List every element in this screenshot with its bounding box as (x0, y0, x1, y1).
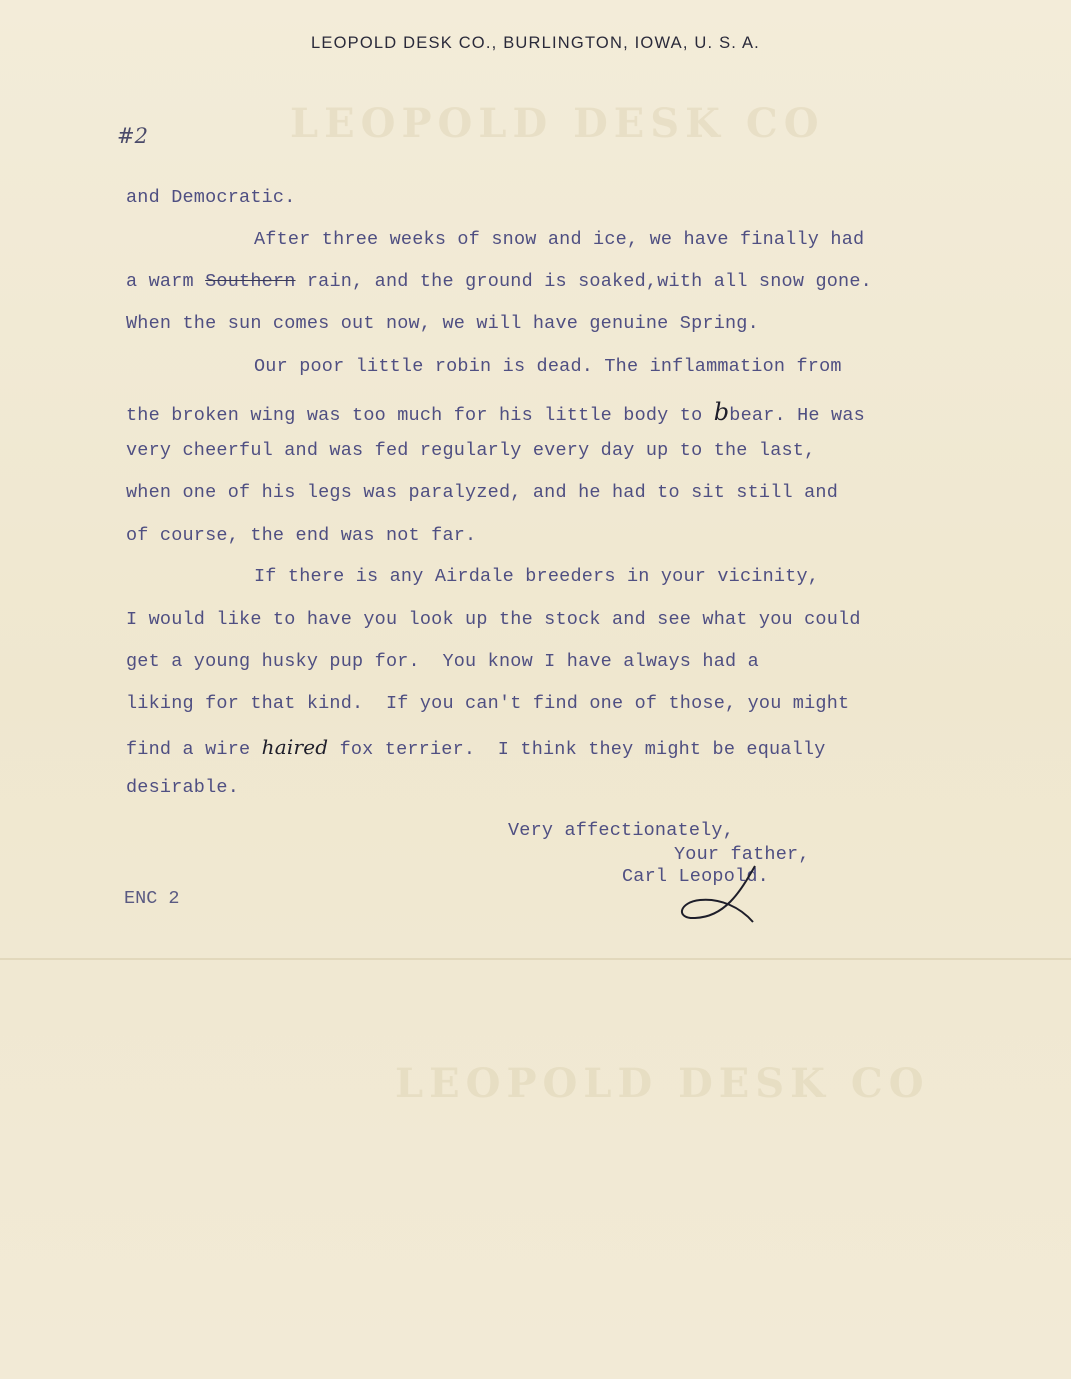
text-line: find a wire haired fox terrier. I think they might be equally (126, 735, 826, 760)
page-number: #2 (117, 124, 148, 148)
text-line: very cheerful and was fed regularly every day up to the last, (126, 440, 816, 461)
text-line: liking for that kind. If you can't find one of those, you might (126, 693, 850, 714)
handwritten-insertion: haired (261, 735, 329, 759)
enclosure-note: ENC 2 (124, 888, 180, 909)
text-line: the broken wing was too much for his little body to bbear. He was (126, 398, 865, 426)
fold-line (0, 958, 1071, 960)
text-line: of course, the end was not far. (126, 525, 477, 546)
closing: Very affectionately, (508, 820, 735, 841)
struck-word: Southern (205, 271, 296, 292)
handwritten-signature-mark (665, 862, 765, 932)
text-line: After three weeks of snow and ice, we have finally had (254, 229, 865, 250)
handwritten-correction: b (713, 398, 730, 426)
text-line: get a young husky pup for. You know I have always had a (126, 651, 759, 672)
text-line: a warm Southern rain, and the ground is soaked,with all snow gone. (126, 271, 872, 292)
signature-name: Carl Leopold. (622, 866, 769, 887)
text-line: If there is any Airdale breeders in your vicinity, (254, 566, 820, 587)
text-line: and Democratic. (126, 187, 296, 208)
signoff: Your father, (674, 844, 810, 865)
letterhead-watermark: LEOPOLD DESK CO (290, 100, 825, 147)
text-line: Our poor little robin is dead. The inflammation from (254, 356, 842, 377)
text-line: I would like to have you look up the stock and see what you could (126, 609, 861, 630)
text-line: when one of his legs was paralyzed, and he had to sit still and (126, 482, 839, 503)
text-line: desirable. (126, 777, 240, 798)
text-line: When the sun comes out now, we will have genuine Spring. (126, 313, 759, 334)
letterhead-watermark: LEOPOLD DESK CO (395, 1060, 930, 1107)
letterhead: LEOPOLD DESK CO., BURLINGTON, IOWA, U. S. A. (311, 34, 760, 52)
